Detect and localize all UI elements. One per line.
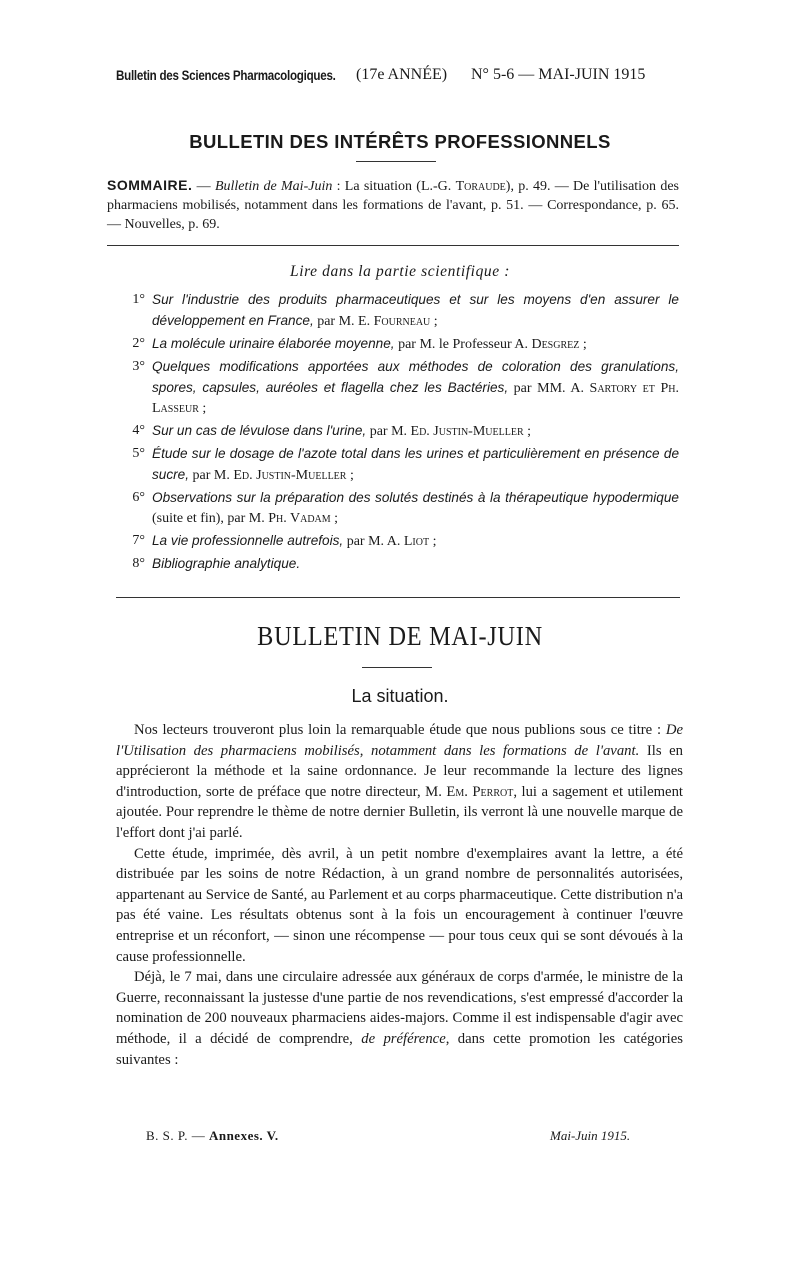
- toc-by: par M. A.: [343, 534, 404, 549]
- toc-number: 8°: [132, 556, 145, 571]
- toc-number: 6°: [132, 490, 145, 505]
- director-name: Em. Perrot: [446, 783, 514, 800]
- text: Ils en apprécieront la méthode et la saine ordonnance. Je leur recommande la lecture des lignes d'introduction, sorte de préface que notre directeur, M.: [116, 742, 683, 800]
- toc-author: Ph. Vadam: [268, 511, 331, 526]
- toc-title: Sur un cas de lévulose dans l'urine,: [152, 423, 367, 438]
- toc-by: par M.: [366, 424, 411, 439]
- toc-item: [107, 421, 679, 442]
- bulletin-title: BULLETIN DE MAI-JUIN: [257, 621, 543, 651]
- journal-name: Bulletin des Sciences Pharmacologiques.: [116, 68, 336, 83]
- toc-author: Fourneau: [373, 314, 431, 329]
- article-body: [116, 720, 683, 1070]
- text: Déjà, le 7 mai, dans une circulaire adressée aux généraux de corps d'armée, le ministre de la Guerre, reconnaissant la justesse d'une partie de nos revendications, s'est empressé d'accorder la nomination de 200 nouveaux pharmaciens aides-majors. Comme il est indispensable d'agir avec méthode, il a décidé de comprendre,: [116, 969, 683, 1047]
- text: , lui a sagement et utilement ajoutée. Pour reprendre le thème de notre dernier Bulletin, ils verront là une nouvelle marque de l'effort dont j'ai parlé.: [116, 783, 683, 841]
- science-contents-list: [107, 290, 679, 577]
- text-italic: de préférence: [361, 1030, 446, 1047]
- paragraph-1: [116, 720, 683, 844]
- toc-title: Sur l'industrie des produits pharmaceutiques et sur les moyens d'en assurer le développement en France,: [152, 292, 679, 328]
- toc-author: Ed. Justin-Mueller: [233, 468, 347, 483]
- paragraph-2: Cette étude, imprimée, dès avril, à un petit nombre d'exemplaires avant la lettre, a été distribuée par les soins de notre Rédaction, à un grand nombre de personnalités autorisées, appartenant au Service de Santé, au Parlement et au corps pharmaceutique. Cette distribution n'a pas été vaine. Les résultats obtenus sont à la fois un encouragement à continuer l'œuvre entreprise et un réconfort, — sinon une récompense — pour tous ceux qui se sont dévoués à la cause professionnelle.: [116, 845, 683, 965]
- toc-item: [107, 554, 679, 575]
- summary-text: —: [192, 179, 215, 194]
- toc-item: [107, 357, 679, 419]
- summary-label: SOMMAIRE.: [107, 177, 193, 193]
- footer-annexes: Annexes. V.: [208, 1128, 279, 1143]
- toc-end: ;: [579, 337, 587, 352]
- toc-item: [107, 334, 679, 355]
- toc-item: [107, 531, 679, 552]
- journal-year: (17e ANNÉE): [356, 66, 448, 83]
- toc-item: [107, 488, 679, 529]
- toc-end: ;: [523, 424, 532, 439]
- footer-left: [146, 1128, 279, 1144]
- toc-by: par M. E.: [313, 314, 374, 329]
- toc-author: Desgrez: [531, 337, 580, 352]
- text: , dans cette promotion les catégories suivantes :: [116, 1030, 683, 1068]
- section-title: BULLETIN DES INTÉRÊTS PROFESSIONNELS: [189, 131, 611, 152]
- toc-number: 3°: [132, 359, 145, 374]
- toc-item: [107, 444, 679, 486]
- toc-end: ;: [430, 314, 438, 329]
- summary-text: ), p. 49. — De l'utilisation des pharmaciens mobilisés, notamment dans les formations de l'avant, p. 51. — Correspondance, p. 65. — Nouvelles, p. 69.: [107, 179, 679, 232]
- toc-title: La molécule urinaire élaborée moyenne,: [152, 336, 395, 351]
- article-title: La situation.: [351, 686, 449, 706]
- toc-author: Ed. Justin-Mueller: [410, 424, 524, 439]
- toc-number: 5°: [132, 446, 145, 461]
- toc-by: par M.: [189, 468, 234, 483]
- contents-divider: [116, 597, 680, 598]
- summary-block: [107, 176, 679, 234]
- toc-title: La vie professionnelle autrefois,: [152, 533, 344, 548]
- toc-by: (suite et fin), par M.: [152, 511, 269, 526]
- footer-date: Mai-Juin 1915.: [550, 1128, 631, 1143]
- toc-by: par MM. A.: [508, 381, 590, 396]
- summary-divider: [107, 245, 679, 246]
- toc-title: Étude sur le dosage de l'azote total dans les urines et particulièrement en présence de sucre,: [152, 446, 679, 482]
- summary-author: Toraude: [455, 179, 506, 194]
- text-italic: De l'Utilisation des pharmaciens mobilisés, notamment dans les formations de l'avant.: [116, 722, 683, 759]
- toc-end: ;: [198, 401, 207, 416]
- toc-item: [107, 290, 679, 332]
- toc-author: Liot: [403, 534, 430, 549]
- toc-author: Sartory et Ph. Lasseur: [152, 381, 679, 416]
- running-header: [116, 66, 676, 92]
- toc-title: Bibliographie analytique.: [152, 556, 301, 571]
- footer-ref: B. S. P. —: [146, 1128, 209, 1143]
- toc-end: ;: [330, 511, 339, 526]
- toc-number: 1°: [132, 292, 145, 307]
- toc-title: Quelques modifications apportées aux méthodes de coloration des granulations, spores, capsules, auréoles et flagella chez les Bactéries,: [152, 359, 679, 395]
- toc-by: par M. le Professeur A.: [394, 337, 532, 352]
- toc-number: 4°: [132, 423, 145, 438]
- title-underline: [356, 161, 436, 162]
- science-heading: Lire dans la partie scientifique :: [289, 263, 510, 280]
- toc-number: 2°: [132, 336, 145, 351]
- summary-italic: Bulletin de Mai-Juin: [214, 179, 333, 194]
- toc-number: 7°: [132, 533, 145, 548]
- toc-title: Observations sur la préparation des solutés destinés à la thérapeutique hypodermique: [152, 490, 679, 505]
- paragraph-3: [116, 967, 683, 1070]
- summary-text: : La situation (L.-G.: [332, 179, 456, 194]
- toc-end: ;: [429, 534, 437, 549]
- bulletin-title-underline: [362, 667, 432, 668]
- issue-number: N° 5-6 — MAI-JUIN 1915: [471, 66, 646, 83]
- toc-end: ;: [346, 468, 354, 483]
- text: Nos lecteurs trouveront plus loin la remarquable étude que nous publions sous ce titre :: [134, 722, 666, 738]
